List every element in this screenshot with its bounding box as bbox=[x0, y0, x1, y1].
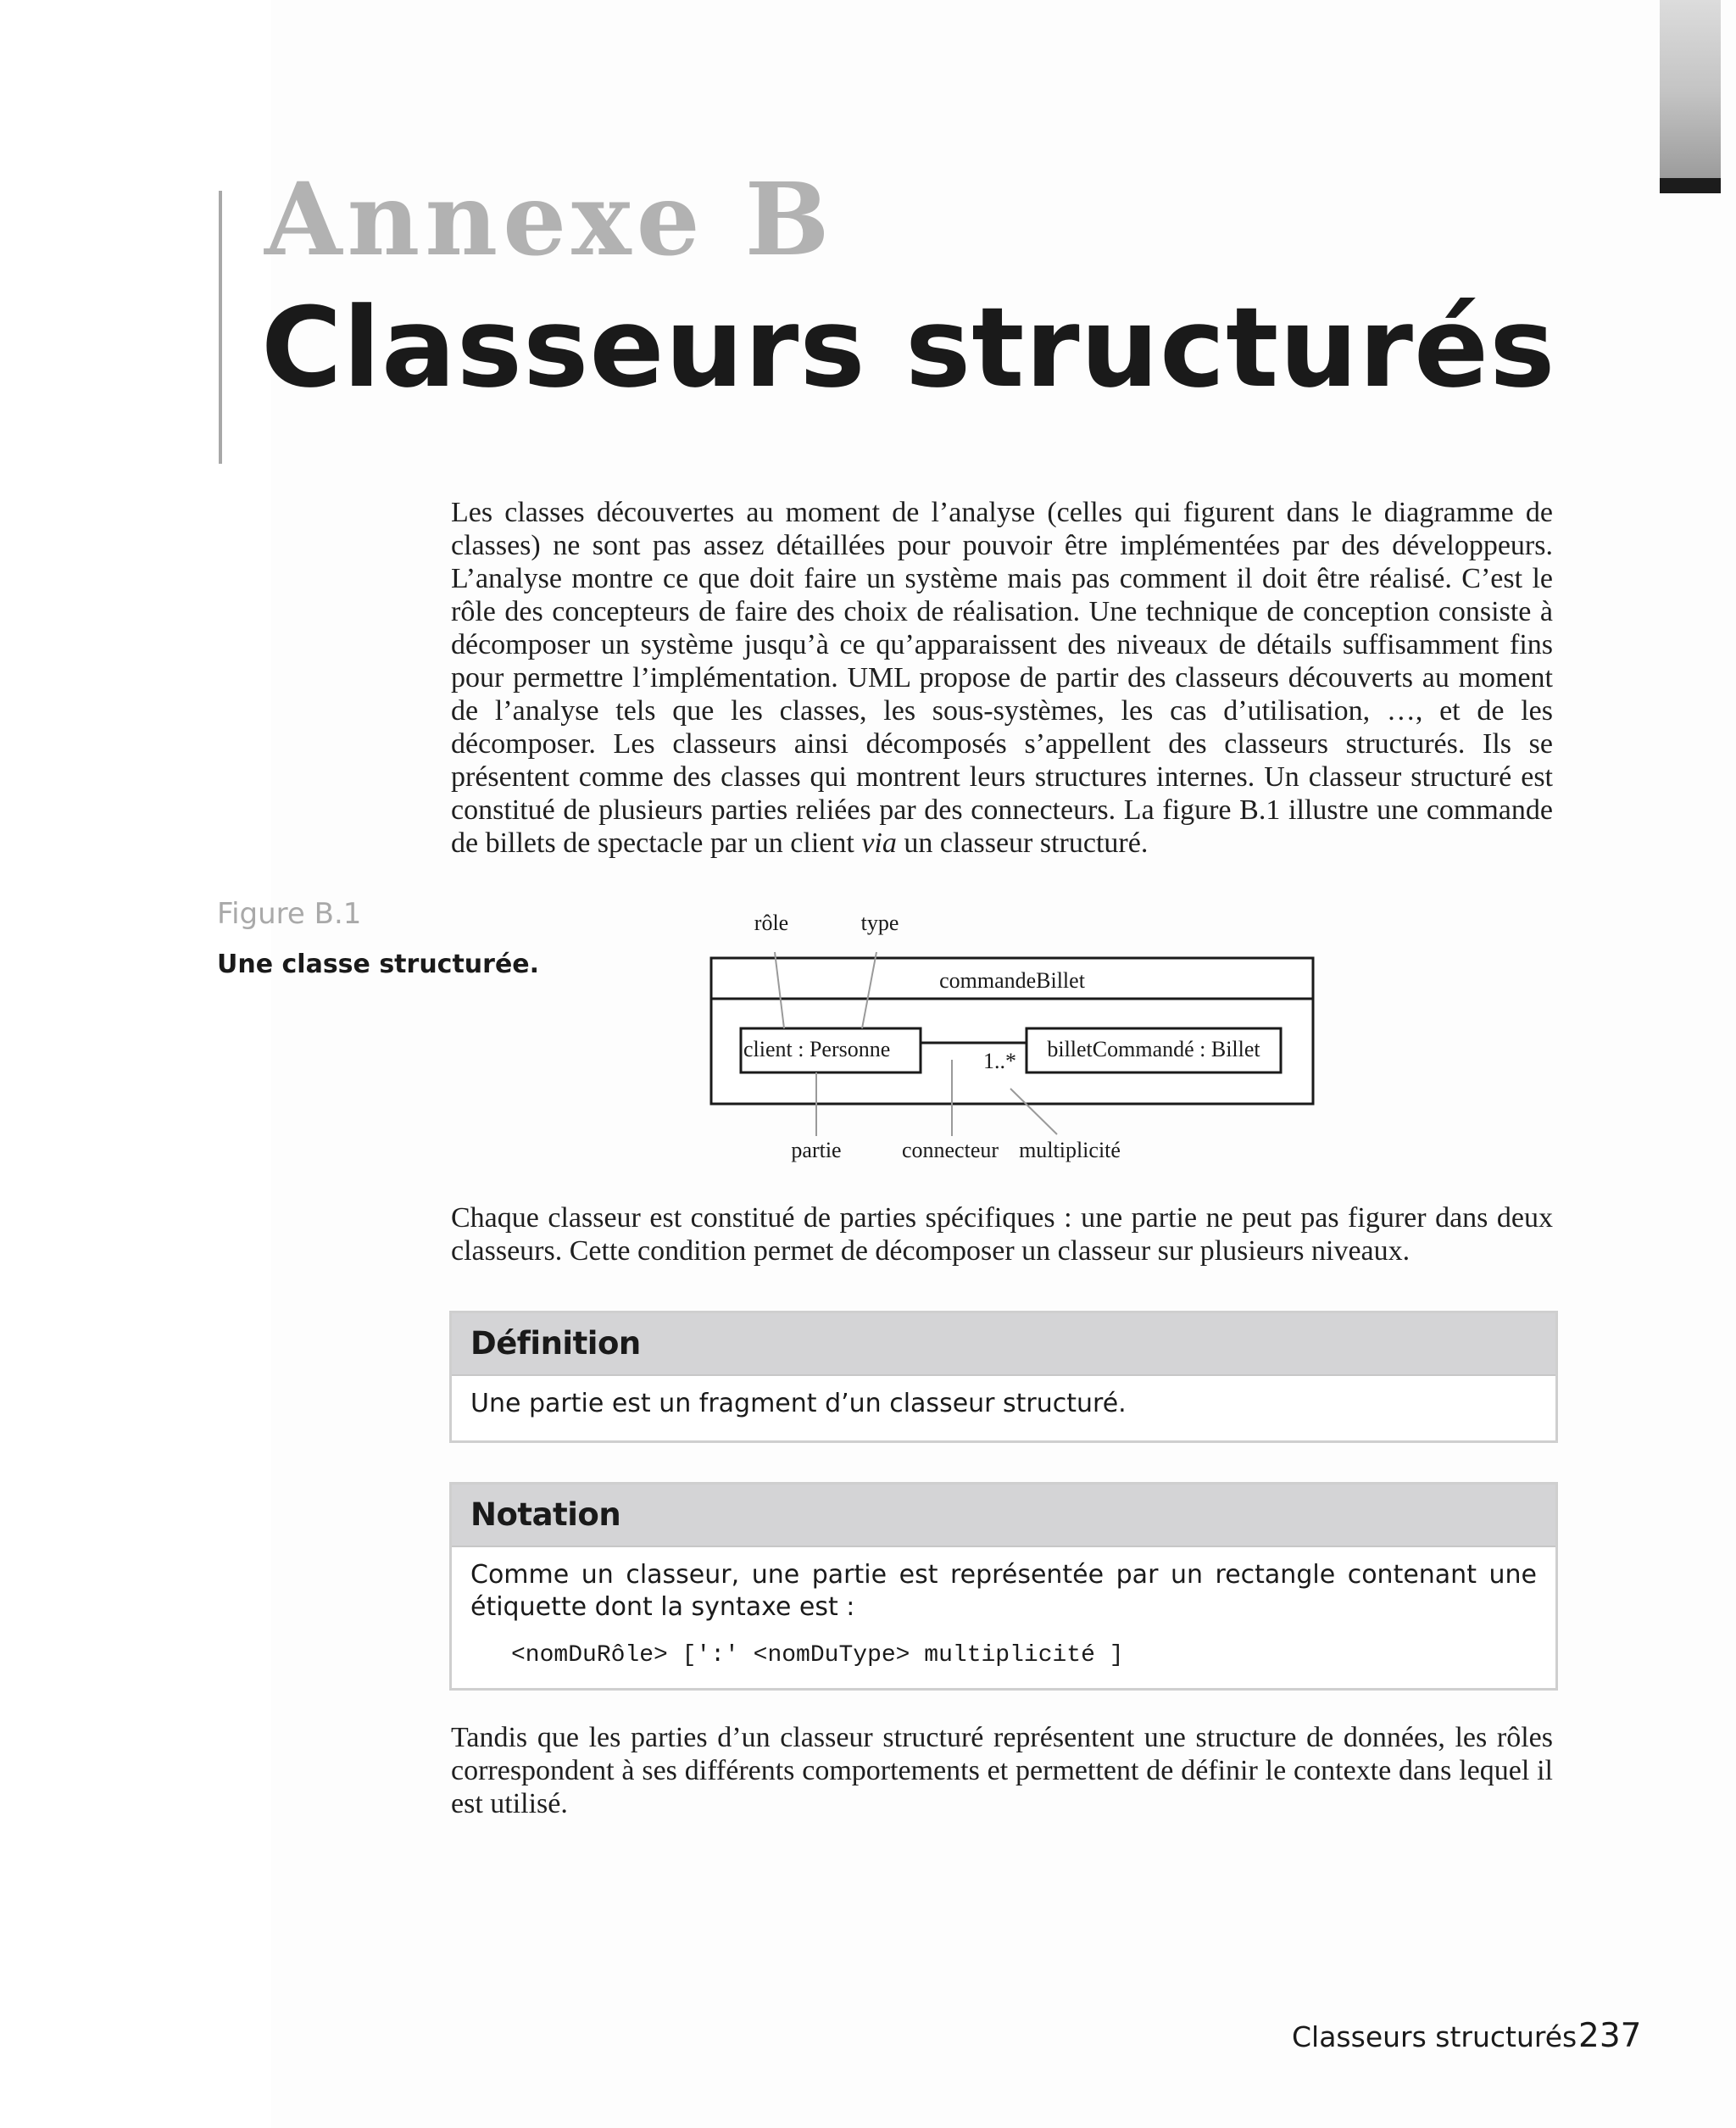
notation-heading: Notation bbox=[452, 1485, 1555, 1547]
title-rule bbox=[219, 191, 222, 464]
intro-paragraph bbox=[451, 496, 1553, 860]
part-right-label: billetCommandé : Billet bbox=[1047, 1037, 1260, 1061]
annex-label: Annexe B bbox=[264, 160, 835, 278]
multiplicity-label: 1..* bbox=[983, 1049, 1016, 1073]
notation-box bbox=[449, 1482, 1558, 1691]
definition-heading: Définition bbox=[452, 1313, 1555, 1376]
footer-running-title: Classeurs structurés bbox=[1292, 2020, 1577, 2053]
definition-text: Une partie est un fragment d’un classeur structuré. bbox=[470, 1389, 1127, 1418]
annotation-connector: connecteur bbox=[901, 1138, 999, 1162]
annotation-type: type bbox=[860, 911, 899, 935]
annotation-multiplicity: multiplicité bbox=[1019, 1138, 1121, 1162]
notation-text: Comme un classeur, une partie est représentée par un rectangle contenant une étiquette dont la syntaxe est : bbox=[470, 1560, 1537, 1622]
corner-thumb-bar bbox=[1660, 178, 1721, 193]
annotation-role: rôle bbox=[754, 911, 789, 935]
paragraph-3: Tandis que les parties d’un classeur structuré représentent une structure de données, les rôles correspondent à ses différents comportements et permettent de définir le contexte dans lequel il est utilisé. bbox=[451, 1722, 1553, 1819]
intro-text: Les classes découvertes au moment de l’analyse (celles qui figurent dans le diagramme de classes) ne sont pas assez détaillées pour pouvoir être implémentées par des développeurs. L’analyse montre ce que doit faire un système mais pas comment il doit être réalisé. C’est le rôle des concepteurs de faire des choix de réalisation. Une technique de conception consiste à décomposer un système jusqu’à ce qu’apparaissent des niveaux de détails suffisamment fins pour permettre l’implémentation. UML propose de partir des classeurs découverts au moment de l’analyse tels que les classes, les sous-systèmes, les cas d’utilisation, …, et de les décomposer. Les classeurs ainsi décomposés s’appellent des classeurs structurés. Ils se présentent comme des classes qui montrent leurs structures internes. Un classeur structuré est constitué de plusieurs parties reliées par des connecteurs. La figure B.1 illustre une commande de billets de spectacle par un client bbox=[451, 497, 1553, 859]
page-number: 237 bbox=[1578, 2017, 1642, 2055]
annotation-part: partie bbox=[791, 1138, 842, 1162]
uml-structured-class-diagram bbox=[704, 899, 1331, 1170]
intro-italic-via: via bbox=[861, 827, 897, 859]
notation-syntax-code: <nomDuRôle> [':' <nomDuType> multiplicité ] bbox=[511, 1642, 1124, 1668]
part-left-label: client : Personne bbox=[743, 1037, 891, 1061]
figure-number: Figure B.1 bbox=[217, 897, 362, 931]
chapter-title: Classeurs structurés bbox=[261, 283, 1556, 412]
paragraph-2: Chaque classeur est constitué de parties spécifiques : une partie ne peut pas figurer dans deux classeurs. Cette condition permet de décomposer un classeur sur plusieurs niveaux. bbox=[451, 1202, 1553, 1267]
corner-thumb-tab bbox=[1660, 0, 1721, 182]
page-margin bbox=[0, 0, 271, 2128]
classifier-name: commandeBillet bbox=[939, 968, 1085, 993]
intro-text-end: un classeur structuré. bbox=[904, 827, 1149, 859]
definition-box bbox=[449, 1311, 1558, 1443]
figure-caption: Une classe structurée. bbox=[217, 950, 540, 979]
